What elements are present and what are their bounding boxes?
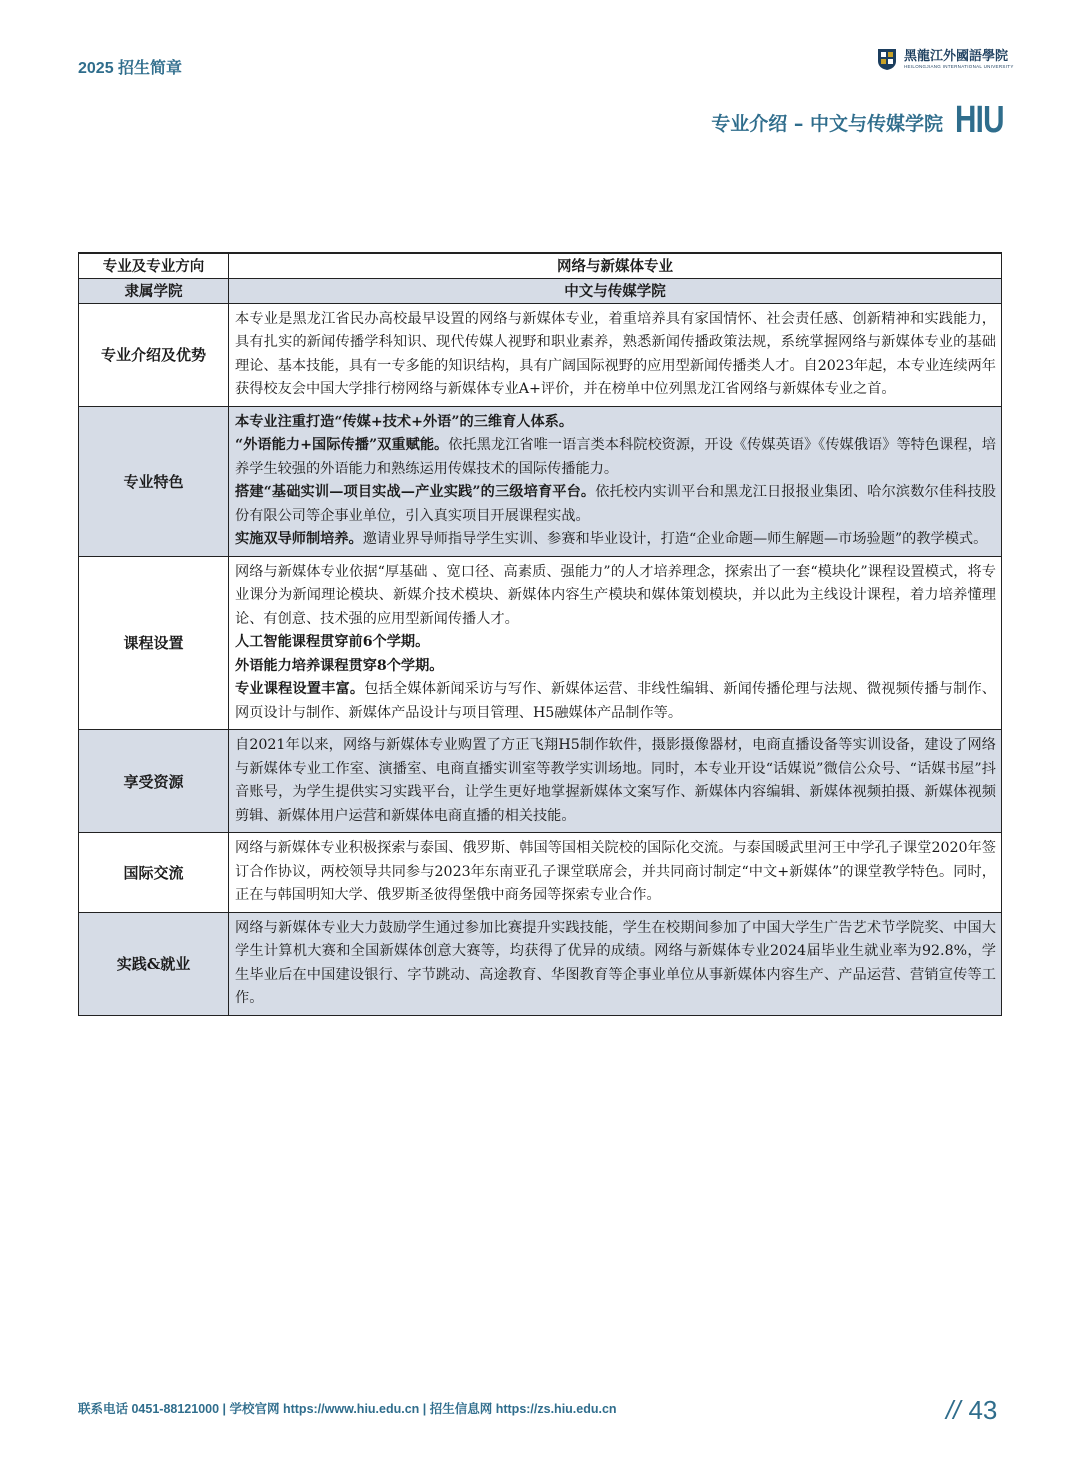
- table-row-intro: [79, 303, 1002, 406]
- features-cell: [229, 406, 1002, 556]
- university-logo: [876, 47, 1014, 71]
- hiu-wordmark: HIU: [955, 99, 1004, 141]
- courses-point-title: 专业课程设置丰富。: [235, 681, 365, 697]
- section-title: 专业介绍 – 中文与传媒学院: [711, 113, 943, 135]
- features-paragraph: [235, 434, 996, 481]
- table-row-exchange: [79, 833, 1002, 913]
- resources-text: 自2021年以来，网络与新媒体专业购置了方正飞翔H5制作软件，摄影摄像器材，电商直播设备等实训设备，建设了网络与新媒体专业工作室、演播室、电商直播实训室等教学实训场地。同时，本专业开设“话媒说”微信公众号、“话媒书屋”抖音账号，为学生提供实习实践平台，让学生更好地掌握新媒体文案写作、新媒体内容编辑、新媒体视频拍摄、新媒体视频剪辑、新媒体用户运营和新媒体电商直播的相关技能。: [229, 730, 1002, 833]
- intro-text: 本专业是黑龙江省民办高校最早设置的网络与新媒体专业，着重培养具有家国情怀、社会责任感、创新精神和实践能力，具有扎实的新闻传播学科知识、现代传媒人视野和职业素养，熟悉新闻传播政策法规，系统掌握网络与新媒体专业的基础理论、基本技能，具有一专多能的知识结构，具有广阔国际视野的应用型新闻传播类人才。自2023年起，本专业连续两年获得校友会中国大学排行榜网络与新媒体专业A+评价，并在榜单中位列黑龙江省网络与新媒体专业之首。: [229, 303, 1002, 406]
- footer-slash: //: [946, 1395, 961, 1425]
- major-value: 网络与新媒体专业: [229, 253, 1002, 278]
- features-headline: 本专业注重打造“传媒+技术+外语”的三维育人体系。: [235, 413, 574, 430]
- courses-label: 课程设置: [79, 556, 229, 730]
- courses-language-note: 外语能力培养课程贯穿8个学期。: [235, 657, 444, 674]
- college-label: 隶属学院: [79, 278, 229, 303]
- page-number: 43: [968, 1395, 998, 1425]
- university-crest-icon: [876, 47, 898, 71]
- exchange-text: 网络与新媒体专业积极探索与泰国、俄罗斯、韩国等国相关院校的国际化交流。与泰国暖武里河王中学孔子课堂2020年签订合作协议，两校领导共同参与2023年东南亚孔子课堂联席会，并共同商讨制定“中文+新媒体”的课堂教学特色。同时，正在与韩国明知大学、俄罗斯圣彼得堡俄中商务园等探索专业合作。: [229, 833, 1002, 913]
- courses-point-text: 包括全媒体新闻采访与写作、新媒体运营、非线性编辑、新闻传播伦理与法规、微视频传播与制作、网页设计与制作、新媒体产品设计与项目管理、H5融媒体产品制作等。: [235, 681, 996, 721]
- logo-chinese-name: 黑龍江外國語學院: [904, 48, 1009, 64]
- major-info-table: [78, 252, 1002, 1016]
- features-point-text: 依托校内实训平台和黑龙江日报报业集团、哈尔滨数尔佳科技股份有限公司等企事业单位，引入真实项目开展课程实战。: [235, 484, 996, 524]
- logo-english-name: HEILONGJIANG INTERNATIONAL UNIVERSITY: [904, 63, 1014, 69]
- footer-page: [946, 1395, 997, 1426]
- table-row-courses: [79, 556, 1002, 730]
- college-value: 中文与传媒学院: [229, 278, 1002, 303]
- brochure-title: 2025 招生简章: [78, 60, 183, 77]
- exchange-label: 国际交流: [79, 833, 229, 913]
- courses-cell: [229, 556, 1002, 730]
- table-row-college: [79, 278, 1002, 303]
- resources-label: 享受资源: [79, 730, 229, 833]
- table-row-major: [79, 253, 1002, 278]
- features-label: 专业特色: [79, 406, 229, 556]
- features-paragraph: [235, 481, 996, 528]
- footer-contact: 联系电话 0451-88121000 | 学校官网 https://www.hiu.edu.cn | 招生信息网 https://zs.hiu.edu.cn: [78, 1402, 617, 1416]
- features-point-title: 实施双导师制培养。: [235, 531, 363, 547]
- features-paragraph: [235, 528, 996, 552]
- major-label: 专业及专业方向: [79, 253, 229, 278]
- practice-label: 实践&就业: [79, 912, 229, 1015]
- courses-paragraph: [235, 678, 996, 725]
- table-row-features: [79, 406, 1002, 556]
- courses-ai-note: 人工智能课程贯穿前6个学期。: [235, 634, 430, 650]
- practice-text: 网络与新媒体专业大力鼓励学生通过参加比赛提升实践技能，学生在校期间参加了中国大学生广告艺术节学院奖、中国大学生计算机大赛和全国新媒体创意大赛等，均获得了优异的成绩。网络与新媒体专业2024届毕业生就业率为92.8%，学生毕业后在中国建设银行、字节跳动、高途教育、华图教育等企事业单位从事新媒体内容生产、产品运营、营销宣传等工作。: [229, 912, 1002, 1015]
- courses-intro-text: 网络与新媒体专业依据“厚基础 、宽口径、高素质、强能力”的人才培养理念，探索出了一套“模块化”课程设置模式，将专业课分为新闻理论模块、新媒介技术模块、新媒体内容生产模块和媒体策划模块，并以此为主线设计课程，着力培养懂理论、有创意、技术强的应用型新闻传播人才。: [235, 563, 996, 627]
- table-row-practice: [79, 912, 1002, 1015]
- features-point-title: 搭建“基础实训—项目实战—产业实践”的三级培育平台。: [235, 484, 596, 500]
- features-point-title: “外语能力+国际传播”双重赋能。: [235, 437, 449, 453]
- features-point-text: 依托黑龙江省唯一语言类本科院校资源，开设《传媒英语》《传媒俄语》等特色课程，培养学生较强的外语能力和熟练运用传媒技术的国际传播能力。: [235, 437, 996, 477]
- features-point-text: 邀请业界导师指导学生实训、参赛和毕业设计，打造“企业命题—师生解题—市场验题”的教学模式。: [362, 531, 988, 547]
- table-row-resources: [79, 730, 1002, 833]
- intro-label: 专业介绍及优势: [79, 303, 229, 406]
